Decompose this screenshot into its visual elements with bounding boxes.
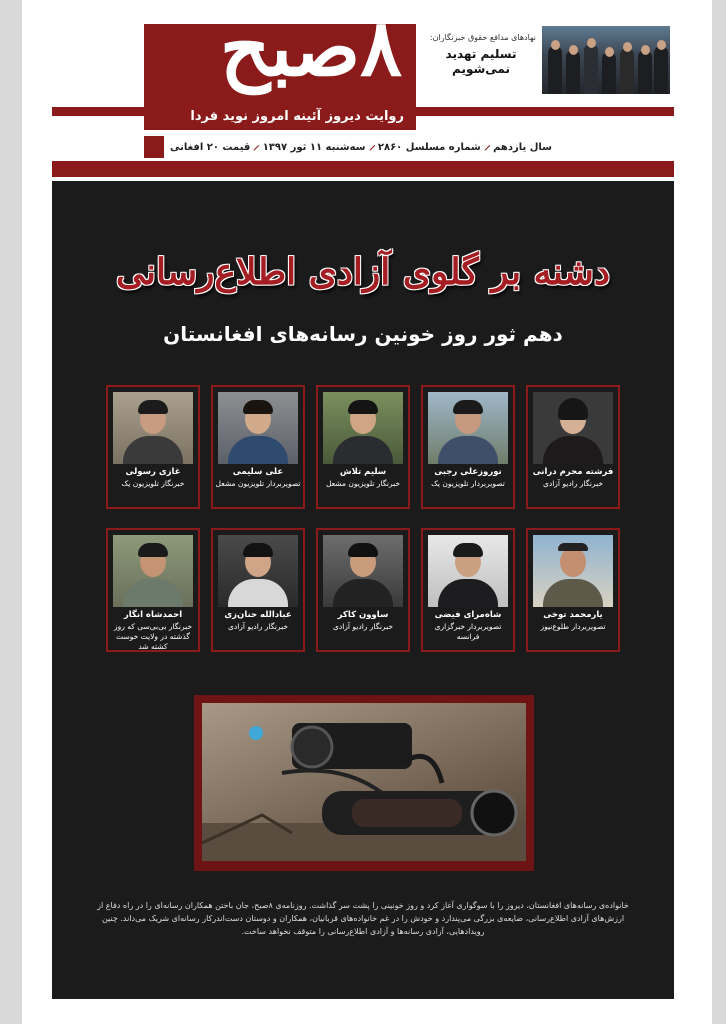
journalist-name: غازی رسولی	[125, 467, 181, 477]
journalist-card[interactable]	[106, 528, 200, 652]
journalist-card[interactable]	[421, 528, 515, 652]
teaser-kicker: نهادهای مدافع حقوق خبرنگاران:	[429, 33, 536, 42]
camera-icon	[202, 703, 526, 861]
journalist-name: نوروزعلی رجبی	[434, 467, 502, 477]
journalist-photo	[533, 535, 613, 607]
teaser-headline	[426, 47, 536, 77]
journalist-role: خبرنگار تلویزیون مشعل	[325, 479, 401, 488]
memorial-panel	[52, 181, 674, 999]
journalist-card[interactable]	[526, 385, 620, 509]
newspaper-page	[22, 0, 712, 1024]
journalist-card[interactable]	[421, 385, 515, 509]
masthead-motto: روایت دیروز آئینه امروز نوید فردا	[190, 109, 404, 124]
issue-year: سال یازدهم	[493, 141, 552, 153]
issue-price: قیمت ۲۰ افغانی	[170, 141, 251, 153]
teaser-headline-line-2: نمی‌شویم	[452, 62, 510, 76]
diamond-icon	[254, 144, 259, 149]
journalist-card[interactable]	[106, 385, 200, 509]
journalist-card[interactable]	[211, 528, 305, 652]
journalist-card[interactable]	[526, 528, 620, 652]
journalist-card[interactable]	[316, 528, 410, 652]
masthead-rule-top	[52, 107, 144, 116]
feature-body-text: خانواده‌ی رسانه‌های افغانستان، دیروز را با سوگواری آغاز کرد و روز خونینی را پشت سر گذاشت. روزنامه‌ی ۸صبح، جان باختن همکاران رسانه‌ای را در راه دفاع از ارزش‌های آزادی اطلاع‌رسانی، ضایعه‌ی بزرگی می‌پندارد و خودش را در غم خانواده‌های قربانیان، همکاران و دوستان دست‌اندرکار رسانه‌ای شریک می‌داند. چنین رویدادهایی، آزادی رسانه‌ها و آزادی اطلاع‌رسانی را متوقف نخواهد ساخت.	[97, 901, 629, 936]
teaser-photo[interactable]	[542, 26, 670, 94]
masthead-logo-block	[144, 3, 416, 130]
journalist-photo	[218, 535, 298, 607]
broken-camera-photo[interactable]	[202, 703, 526, 861]
feature-photo-frame	[194, 695, 534, 871]
journalist-card[interactable]	[211, 385, 305, 509]
issue-info-bar	[170, 136, 552, 158]
journalist-name: علی سلیمی	[232, 467, 284, 477]
feature-subheadline: دهم ثور روز خونین رسانه‌های افغانستان	[163, 322, 563, 346]
journalist-photo	[113, 392, 193, 464]
masthead-rule-mid	[144, 136, 164, 158]
journalist-name: یارمحمد توخی	[543, 610, 603, 620]
masthead-rule-bottom	[52, 161, 674, 177]
journalist-name: احمدشاه انگار	[123, 610, 183, 620]
journalist-photo	[533, 392, 613, 464]
journalist-card[interactable]	[316, 385, 410, 509]
masthead-logo: ۸صبح	[219, 3, 402, 94]
masthead-rule-top-right	[416, 107, 674, 116]
journalist-role: تصویربردار طلوع‌نیوز	[540, 622, 606, 631]
journalist-role: خبرنگار رادیو آزادی	[543, 479, 603, 488]
teaser-headline-line-1: تسلیم تهدید	[445, 47, 517, 61]
issue-date: سه‌شنبه ۱۱ ثور ۱۳۹۷	[262, 141, 366, 153]
journalist-name: عبادالله حنان‌زی	[224, 610, 292, 620]
journalist-role: تصویربردار تلویزیون یک	[431, 479, 505, 488]
journalist-photo	[428, 535, 508, 607]
diamond-icon	[369, 144, 374, 149]
journalist-role: خبرنگار رادیو آزادی	[228, 622, 288, 631]
issue-serial: شماره مسلسل ۲۸۶۰	[377, 141, 481, 153]
journalist-name: سلیم تلاش	[339, 467, 387, 477]
journalist-photo	[323, 535, 403, 607]
journalist-name: ساوون کاکر	[337, 610, 389, 620]
journalist-photo	[218, 392, 298, 464]
journalist-role: تصویربردار تلویزیون مشعل	[215, 479, 301, 488]
diamond-icon	[484, 144, 489, 149]
journalist-role: خبرنگار بی‌بی‌سی که روز گذشته در ولایت خوست کشته شد	[114, 622, 192, 651]
journalist-photo	[113, 535, 193, 607]
feature-headline: دشنه بر گلوی آزادی اطلاع‌رسانی	[116, 251, 610, 293]
journalist-name: شاه‌مرای فیضی	[434, 610, 502, 620]
journalist-name: فرشته محرم درانی	[532, 467, 614, 477]
journalist-role: خبرنگار تلویزیون یک	[121, 479, 185, 488]
journalist-photo	[323, 392, 403, 464]
journalist-role: تصویربردار خبرگزاری فرانسه	[434, 622, 502, 641]
journalist-photo	[428, 392, 508, 464]
journalist-role: خبرنگار رادیو آزادی	[333, 622, 393, 631]
